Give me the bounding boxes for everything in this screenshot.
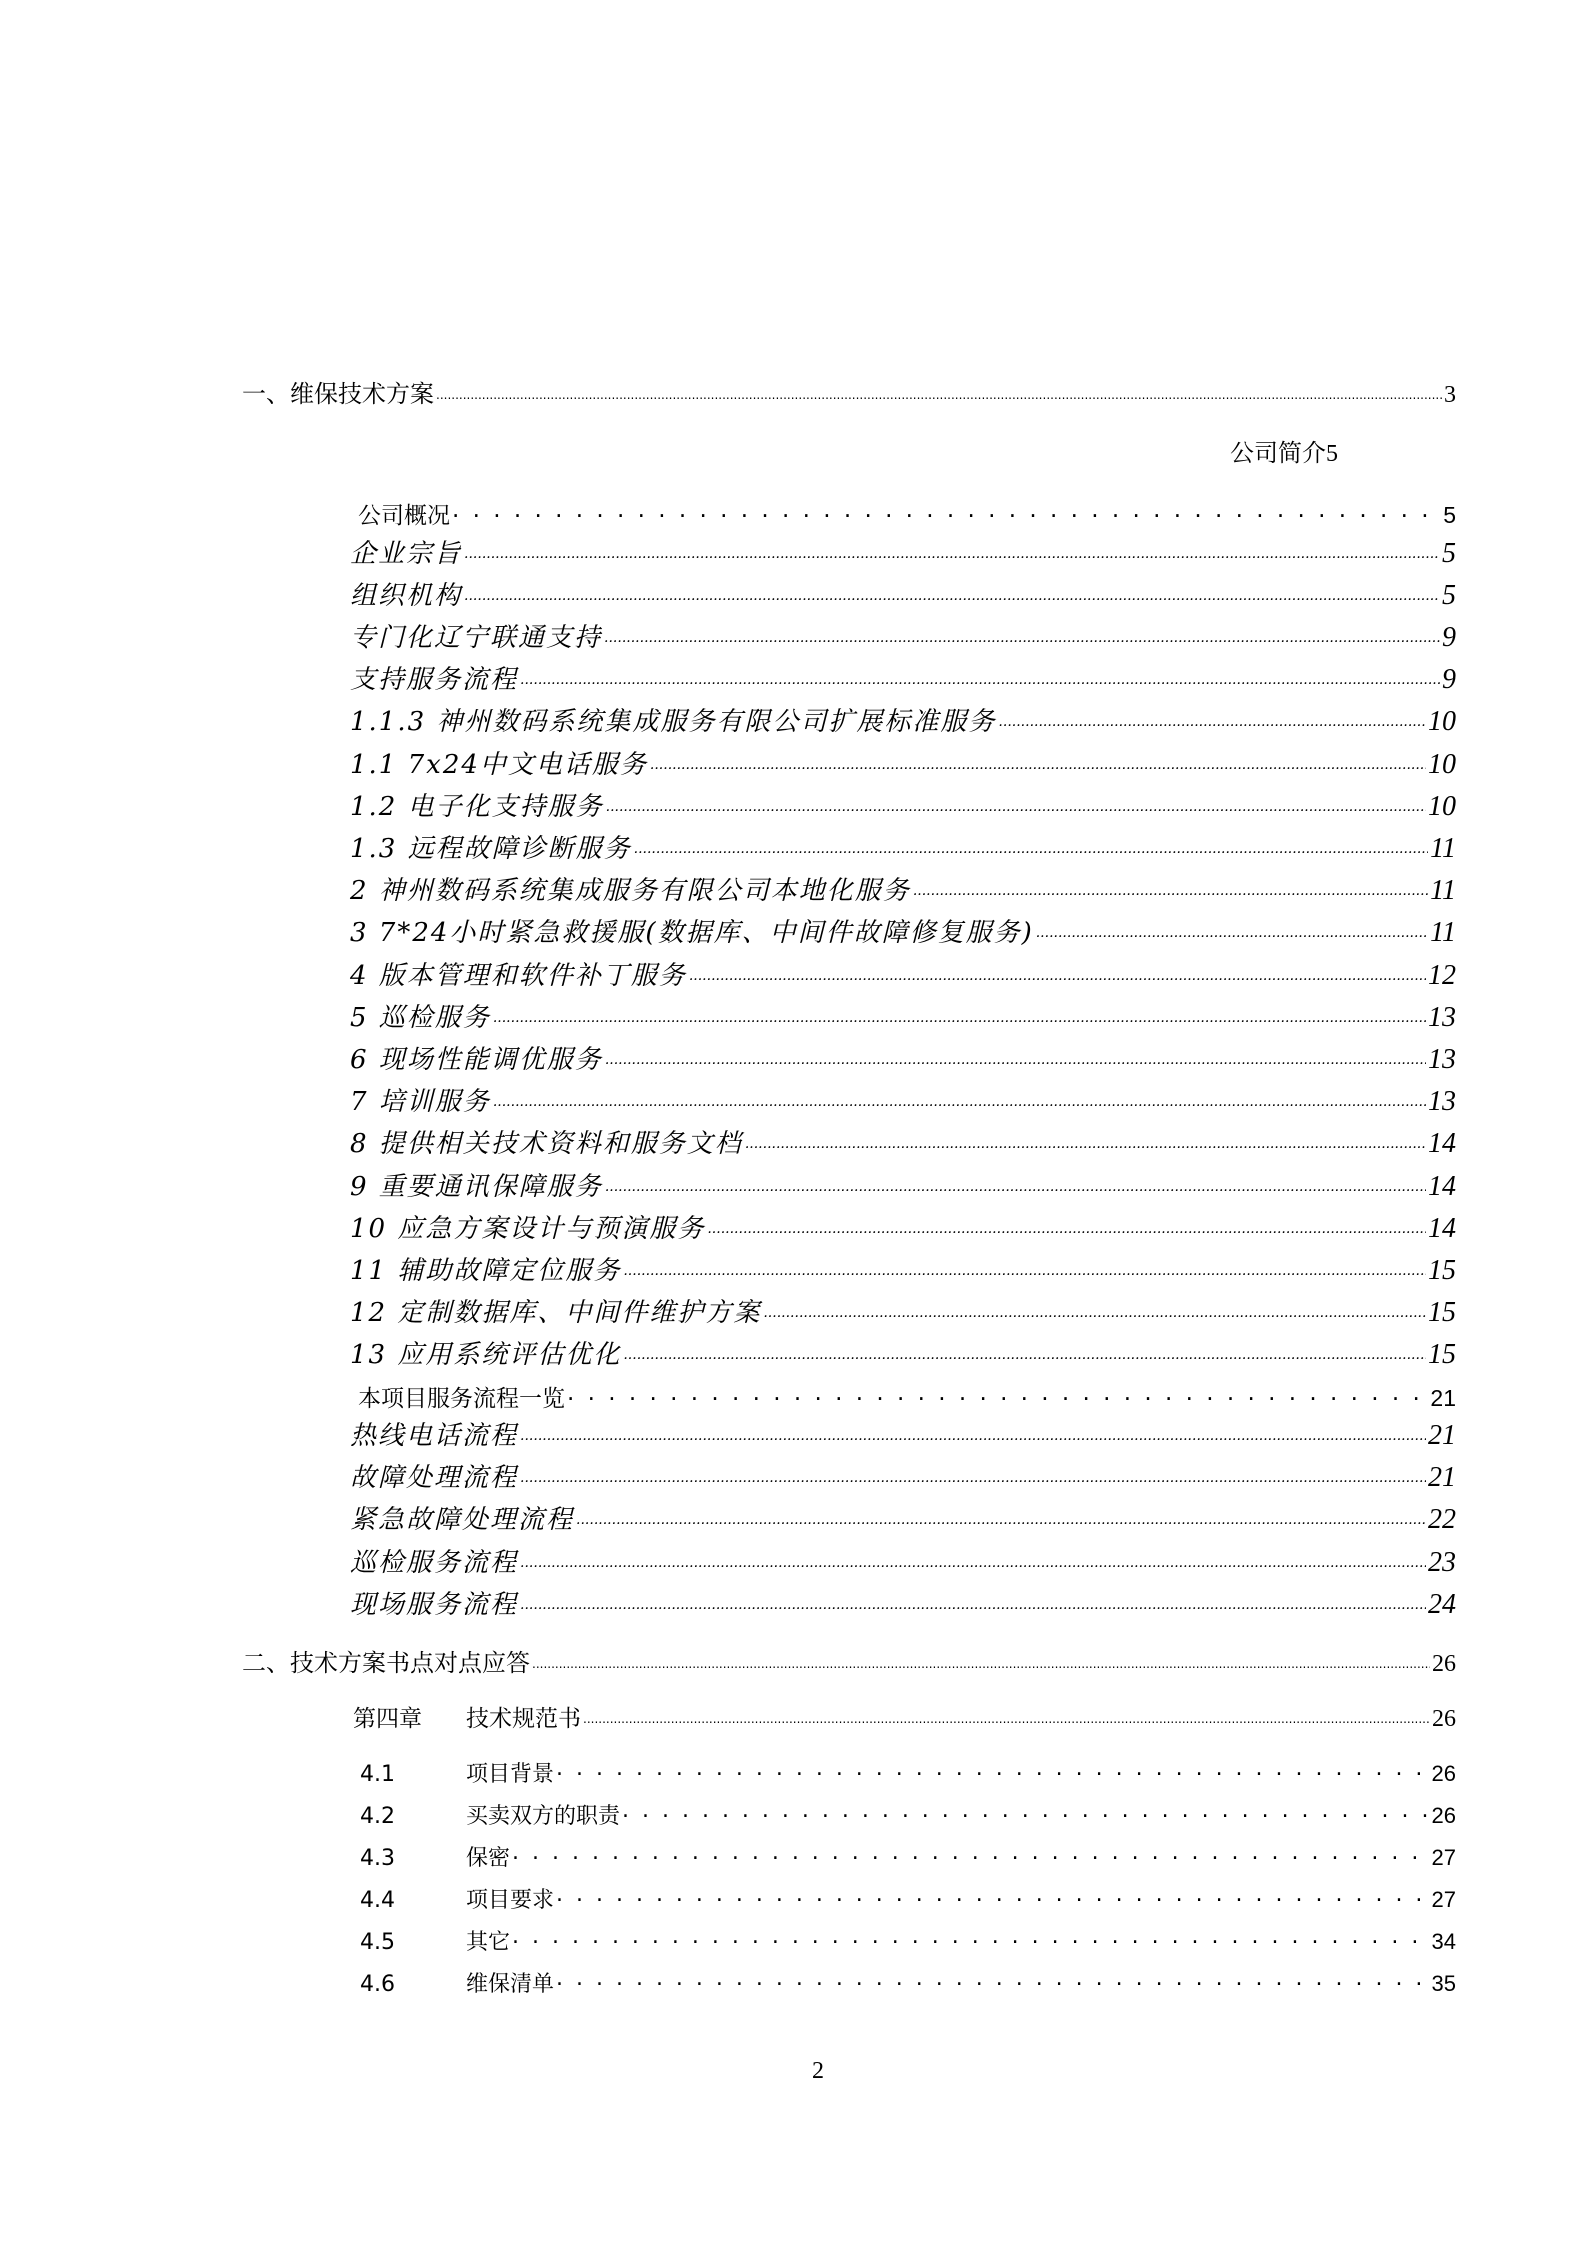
chapter-number: 第四章 — [353, 1706, 422, 1732]
toc-entry-title: 1.2 电子化支持服务 — [350, 792, 604, 822]
toc-entry-title: 企业宗旨 — [350, 539, 463, 569]
toc-entry-page: 13 — [1428, 1002, 1456, 1033]
dot-leader — [623, 1337, 1426, 1363]
toc-entry-page: 9 — [1442, 664, 1456, 695]
toc-entry-title: 13 应用系统评估优化 — [350, 1340, 622, 1370]
toc-entry[interactable] — [350, 1542, 1456, 1579]
toc-entry-page: 22 — [1428, 1504, 1456, 1535]
floating-heading-page: 5 — [1326, 441, 1338, 467]
toc-chapter4[interactable] — [353, 1700, 1456, 1733]
toc-entry[interactable] — [350, 870, 1456, 907]
toc-entry-title: 5 巡检服务 — [350, 1003, 491, 1033]
toc-floating-heading[interactable] — [1230, 433, 1338, 468]
toc-entry-page: 23 — [1428, 1547, 1456, 1578]
section-page: 35 — [1431, 1971, 1456, 1996]
dot-leader — [512, 1927, 1430, 1949]
dot-leader — [763, 1295, 1426, 1321]
toc-entry-page: 14 — [1428, 1128, 1456, 1159]
toc-entry-page: 5 — [1443, 502, 1456, 528]
toc-section[interactable] — [360, 1883, 1456, 1914]
chapter-title — [353, 1700, 581, 1733]
toc-entry[interactable] — [358, 497, 1456, 530]
dot-leader — [650, 747, 1426, 773]
dot-leader — [436, 378, 1442, 402]
section-title — [360, 1757, 554, 1788]
toc-entry[interactable] — [350, 1457, 1456, 1494]
dot-leader — [520, 1545, 1426, 1571]
toc-entry[interactable] — [350, 1499, 1456, 1536]
toc-entry-page: 12 — [1428, 960, 1456, 991]
toc-section[interactable] — [360, 1757, 1456, 1788]
toc-entry-page: 14 — [1428, 1171, 1456, 1202]
toc-entry-page: 13 — [1428, 1044, 1456, 1075]
dot-leader — [604, 620, 1440, 646]
dot-leader — [606, 789, 1426, 815]
toc-entry-page: 21 — [1428, 1420, 1456, 1451]
toc-entry-page: 15 — [1428, 1339, 1456, 1370]
chapter-page: 26 — [1432, 1706, 1456, 1732]
toc-entry-page: 5 — [1442, 580, 1456, 611]
dot-leader — [464, 536, 1440, 562]
toc-entry-title: 支持服务流程 — [350, 665, 519, 695]
toc-entry[interactable] — [350, 659, 1456, 696]
toc-part1[interactable] — [242, 374, 1456, 409]
toc-entry-title: 巡检服务流程 — [350, 1548, 519, 1578]
dot-leader — [512, 1843, 1430, 1865]
dot-leader — [556, 1969, 1430, 1991]
toc-part1-title: 一、维保技术方案 — [242, 380, 434, 408]
dot-leader — [567, 1383, 1428, 1406]
toc-entry-page: 10 — [1428, 706, 1456, 737]
section-number: 4.1 — [360, 1762, 395, 1787]
toc-entry[interactable] — [350, 701, 1456, 738]
toc-entry-page: 10 — [1428, 791, 1456, 822]
toc-entry-title: 现场服务流程 — [350, 1590, 519, 1620]
section-title — [360, 1841, 510, 1872]
section-name: 维保清单 — [466, 1972, 555, 1997]
toc-entry[interactable] — [350, 744, 1456, 781]
dot-leader — [745, 1126, 1426, 1152]
dot-leader — [532, 1647, 1430, 1671]
toc-entry[interactable] — [350, 1584, 1456, 1621]
toc-part2-page: 26 — [1432, 1651, 1456, 1677]
dot-leader — [689, 958, 1426, 984]
toc-entry-title: 2 神州数码系统集成服务有限公司本地化服务 — [350, 876, 911, 906]
toc-entry-title: 专门化辽宁联通支持 — [350, 623, 603, 653]
toc-section[interactable] — [360, 1841, 1456, 1872]
toc-entry-title: 组织机构 — [350, 581, 463, 611]
toc-entry-page: 11 — [1430, 833, 1456, 864]
toc-entry-page: 15 — [1428, 1297, 1456, 1328]
section-page: 26 — [1431, 1761, 1456, 1786]
section-number: 4.6 — [360, 1972, 395, 1997]
dot-leader — [605, 1042, 1426, 1068]
chapter-name: 技术规范书 — [466, 1706, 581, 1732]
toc-entry[interactable] — [350, 997, 1456, 1034]
section-page: 26 — [1431, 1803, 1456, 1828]
toc-entry-title: 故障处理流程 — [350, 1463, 519, 1493]
toc-entry-title: 12 定制数据库、中间件维护方案 — [350, 1298, 762, 1328]
toc-entry-page: 21 — [1428, 1462, 1456, 1493]
toc-entry-page: 11 — [1430, 875, 1456, 906]
dot-leader — [520, 1587, 1426, 1613]
toc-entry[interactable] — [358, 1380, 1456, 1413]
section-page: 27 — [1431, 1845, 1456, 1870]
toc-entry[interactable] — [350, 1415, 1456, 1452]
section-title — [360, 1925, 510, 1956]
dot-leader — [493, 1000, 1426, 1026]
section-number: 4.4 — [360, 1888, 395, 1913]
dot-leader — [998, 704, 1426, 730]
toc-entry[interactable] — [350, 1208, 1456, 1245]
toc-entry-title: 11 辅助故障定位服务 — [350, 1256, 622, 1286]
toc-entry[interactable] — [350, 1081, 1456, 1118]
toc-part2-title: 二、技术方案书点对点应答 — [242, 1649, 530, 1677]
toc-entry-title: 8 提供相关技术资料和服务文档 — [350, 1129, 743, 1159]
toc-part1-page: 3 — [1444, 382, 1456, 408]
toc-entry-title: 热线电话流程 — [350, 1421, 519, 1451]
toc-section[interactable] — [360, 1925, 1456, 1956]
toc-entry[interactable] — [350, 1250, 1456, 1287]
toc-entry[interactable] — [350, 575, 1456, 612]
toc-entry-title: 10 应急方案设计与预演服务 — [350, 1214, 706, 1244]
toc-entry[interactable] — [350, 1166, 1456, 1203]
toc-entry-page: 14 — [1428, 1213, 1456, 1244]
dot-leader — [493, 1084, 1426, 1110]
dot-leader — [576, 1502, 1426, 1528]
section-name: 买卖双方的职责 — [466, 1804, 621, 1829]
toc-entry-page: 21 — [1430, 1385, 1456, 1411]
floating-heading-title: 公司简介 — [1230, 439, 1326, 467]
section-name: 保密 — [466, 1846, 511, 1871]
section-name: 项目要求 — [466, 1888, 555, 1913]
section-title — [360, 1799, 620, 1830]
toc-entry-title: 1.1.3 神州数码系统集成服务有限公司扩展标准服务 — [350, 707, 997, 737]
section-page: 27 — [1431, 1887, 1456, 1912]
toc-entry[interactable] — [350, 786, 1456, 823]
toc-entry-page: 9 — [1442, 622, 1456, 653]
toc-entry-title: 7 培训服务 — [350, 1087, 491, 1117]
section-title — [360, 1967, 554, 1998]
toc-section[interactable] — [360, 1799, 1456, 1830]
dot-leader — [452, 500, 1441, 523]
page-number: 2 — [812, 2058, 824, 2084]
toc-entry-title: 6 现场性能调优服务 — [350, 1045, 603, 1075]
toc-entry[interactable] — [350, 1039, 1456, 1076]
dot-leader — [1036, 915, 1428, 941]
dot-leader — [520, 662, 1440, 688]
section-number: 4.3 — [360, 1846, 395, 1871]
section-number: 4.5 — [360, 1930, 395, 1955]
toc-entry-page: 5 — [1442, 538, 1456, 569]
toc-entry-title: 公司概况 — [358, 503, 450, 529]
toc-section[interactable] — [360, 1967, 1456, 1998]
dot-leader — [622, 1801, 1430, 1823]
dot-leader — [913, 873, 1428, 899]
section-name: 其它 — [466, 1930, 511, 1955]
dot-leader — [556, 1759, 1430, 1781]
dot-leader — [520, 1418, 1426, 1444]
toc-entry-page: 10 — [1428, 749, 1456, 780]
dot-leader — [464, 578, 1440, 604]
toc-entry-title: 本项目服务流程一览 — [358, 1386, 565, 1412]
toc-entry-title: 1.3 远程故障诊断服务 — [350, 834, 632, 864]
section-page: 34 — [1431, 1929, 1456, 1954]
toc-entry[interactable] — [350, 828, 1456, 865]
toc-entry[interactable] — [350, 1123, 1456, 1160]
dot-leader — [707, 1211, 1426, 1237]
dot-leader — [634, 831, 1428, 857]
toc-entry-page: 15 — [1428, 1255, 1456, 1286]
section-number: 4.2 — [360, 1804, 395, 1829]
toc-entry[interactable] — [350, 617, 1456, 654]
dot-leader — [520, 1460, 1426, 1486]
dot-leader — [623, 1253, 1426, 1279]
toc-entry-page: 11 — [1430, 917, 1456, 948]
toc-part2[interactable] — [242, 1643, 1456, 1678]
dot-leader — [556, 1885, 1430, 1907]
toc-entry[interactable] — [350, 533, 1456, 570]
toc-entry-title: 9 重要通讯保障服务 — [350, 1172, 603, 1202]
toc-entry-page: 13 — [1428, 1086, 1456, 1117]
section-title — [360, 1883, 554, 1914]
toc-entry[interactable] — [350, 955, 1456, 992]
dot-leader — [605, 1169, 1426, 1195]
toc-entry-title: 紧急故障处理流程 — [350, 1505, 575, 1535]
toc-entry-page: 24 — [1428, 1589, 1456, 1620]
toc-entry-title: 1.1 7x24中文电话服务 — [350, 750, 648, 780]
toc-entry[interactable] — [350, 912, 1456, 949]
toc-entry-title: 3 7*24小时紧急救援服(数据库、中间件故障修复服务) — [350, 918, 1034, 948]
dot-leader — [583, 1703, 1430, 1726]
toc-entry[interactable] — [350, 1334, 1456, 1371]
toc-entry-title: 4 版本管理和软件补丁服务 — [350, 961, 687, 991]
section-name: 项目背景 — [466, 1762, 555, 1787]
toc-entry[interactable] — [350, 1292, 1456, 1329]
